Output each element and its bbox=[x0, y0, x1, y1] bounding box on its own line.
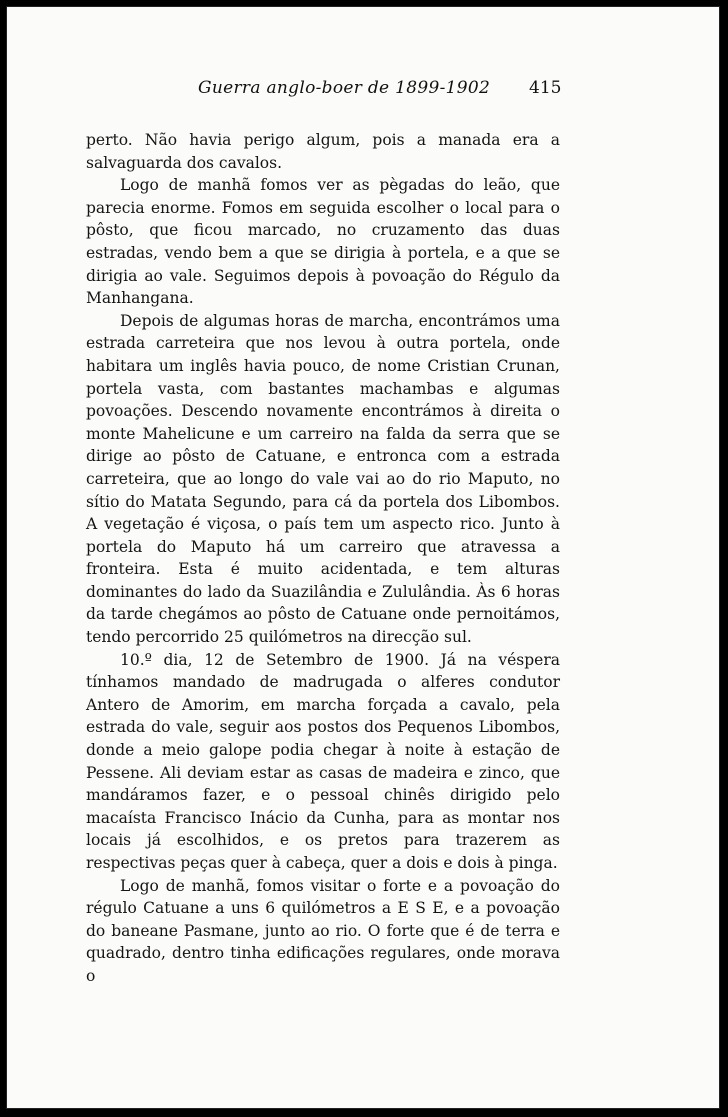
page-number: 415 bbox=[529, 78, 562, 98]
body-text bbox=[86, 129, 560, 988]
paragraph-5: Logo de manhã, fomos visitar o forte e a povoação do régulo Catuane a uns 6 quilómetros a E S E, e a povoação do baneane Pasmane, junto ao rio. O forte que é de terra e quadrado, dentro tinha edificações regulares, onde morava o bbox=[86, 876, 560, 985]
paragraph-4: 10.º dia, 12 de Setembro de 1900. Já na véspera tínhamos mandado de madrugada o alferes condutor Antero de Amorim, em marcha forçada a cavalo, pela estrada do vale, seguir aos postos dos Pequenos Libombos, donde a meio galope podia chegar à noite à estação de Pessene. Ali deviam estar as casas de madeira e zinco, que mandáramos fazer, e o pessoal chinês dirigido pelo macaísta Francisco Inácio da Cunha, para as montar nos locais já escolhidos, e os pretos para trazerem as respectivas peças quer à cabeça, quer a dois e dois à pinga. bbox=[86, 650, 560, 872]
book-page bbox=[6, 6, 720, 1109]
page-header bbox=[6, 78, 720, 108]
paragraph-3: Depois de algumas horas de marcha, encontrámos uma estrada carreteira que nos levou à outra portela, onde habitara um inglês havia pouco, de nome Cristian Crunan, portela vasta, com bastantes machambas e algumas povoações. Descendo novamente encontrámos à direita o monte Mahelicune e um carreiro na falda da serra que se dirige ao pôsto de Catuane, e entronca com a estrada carreteira, que ao longo do vale vai ao do rio Maputo, no sítio do Matata Segundo, para cá da portela dos Libombos. A vegetação é viçosa, o país tem um aspecto rico. Junto à portela do Maputo há um carreiro que atravessa a fronteira. Esta é muito acidentada, e tem alturas dominantes do lado da Suazilândia e Zululândia. Às 6 horas da tarde chegámos ao pôsto de Catuane onde pernoitámos, tendo percorrido 25 quilómetros na direcção sul. bbox=[86, 311, 560, 647]
paragraph-1: perto. Não havia perigo algum, pois a manada era a salvaguarda dos cavalos. bbox=[86, 131, 560, 172]
paragraph-2: Logo de manhã fomos ver as pègadas do leão, que parecia enorme. Fomos em seguida escolher o local para o pôsto, que ficou marcado, no cruzamento das duas estradas, vendo bem a que se dirigia à portela, e a que se dirigia ao vale. Seguimos depois à povoação do Régulo da Manhangana. bbox=[86, 176, 560, 308]
running-title: Guerra anglo-boer de 1899-1902 bbox=[198, 78, 491, 98]
